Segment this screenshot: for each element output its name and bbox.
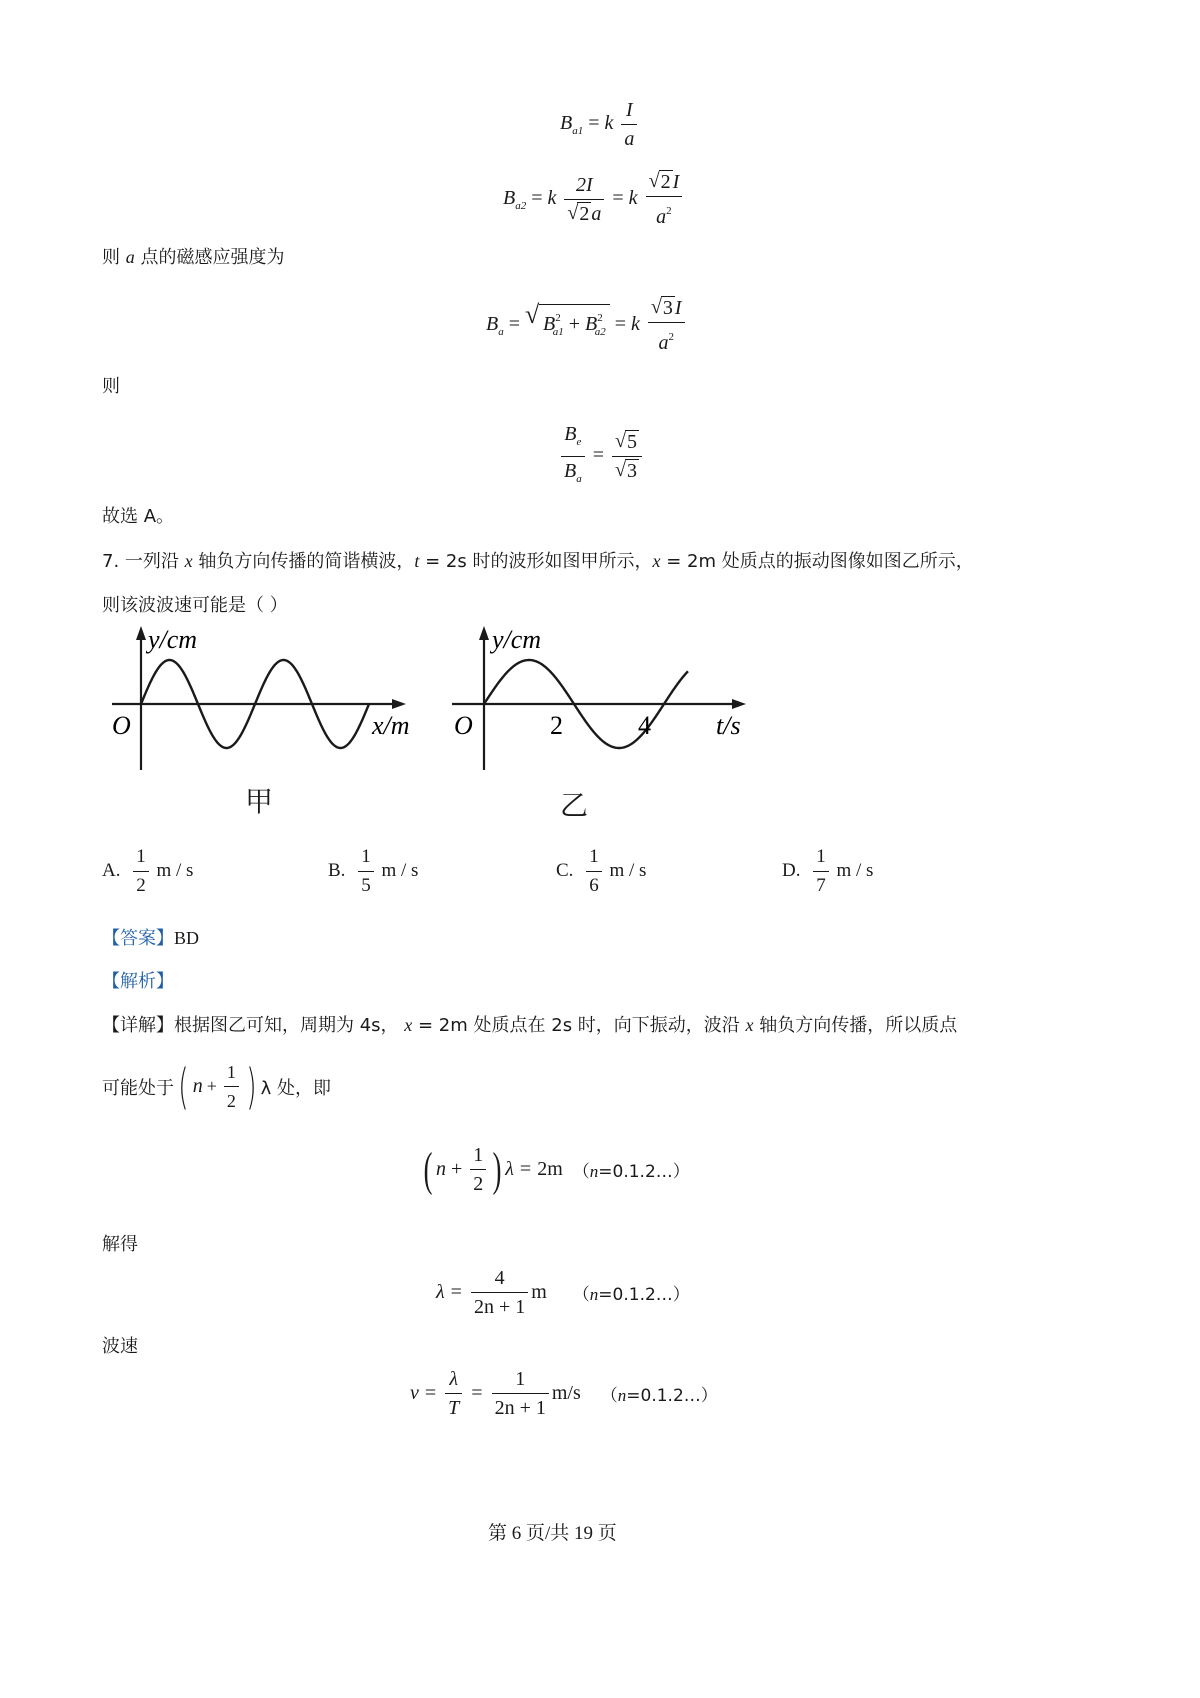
question-7-line1: 7. 一列沿 x 轴负方向传播的简谐横波，t = 2s 时的波形如图甲所示，x = 2m 处质点的振动图像如图乙所示， bbox=[102, 551, 974, 572]
text-choose-a: 故选 A。 bbox=[102, 506, 175, 527]
jia-xlabel: x/m bbox=[372, 711, 410, 740]
question-7-line2: 则该波波速可能是（ ） bbox=[102, 595, 288, 616]
text-wave-speed: 波速 bbox=[102, 1336, 138, 1357]
figure-yi bbox=[448, 620, 768, 820]
page-footer: 第 6 页/共 19 页 bbox=[488, 1523, 617, 1544]
jia-origin: O bbox=[112, 711, 131, 740]
analysis-tag: 【解析】 bbox=[102, 971, 174, 992]
jia-ylabel: y/cm bbox=[148, 625, 198, 654]
figure-yi-caption: 乙 bbox=[560, 789, 589, 822]
text-then-a: 则 a 点的磁感应强度为 bbox=[102, 247, 285, 268]
equation-ratio: $\frac{B_e}{B_a}$ = √ 5 √ 3 bbox=[558, 422, 645, 491]
yi-xlabel: t/s bbox=[716, 711, 741, 740]
yi-tick-4: 4 bbox=[638, 711, 651, 740]
text-solve: 解得 bbox=[102, 1234, 138, 1255]
option-d: D. $\frac{1}{7}$ m / s bbox=[782, 846, 874, 896]
equation-condition: ( n + $\frac{1}{2}$ ) λ = 2m （n=0.1.2…） bbox=[423, 1142, 690, 1196]
answer-line: 【答案】BD bbox=[102, 928, 200, 949]
equation-ba1: $B_{a1} = k$ $\frac{I}{a}$ bbox=[560, 98, 640, 151]
jia-y-arrow bbox=[136, 626, 146, 640]
option-c: C. $\frac{1}{6}$ m / s bbox=[556, 846, 647, 896]
figure-jia-caption: 甲 bbox=[245, 785, 274, 818]
yi-tick-2: 2 bbox=[550, 711, 563, 740]
yi-x-arrow bbox=[732, 699, 746, 709]
equation-ba: $B_a$ = √ $B^2_{a1} + B^2_{a2} = k$ √ 3 I $a^2$ bbox=[486, 296, 688, 355]
yi-y-arrow bbox=[479, 626, 489, 640]
equation-ba2: $B_{a2} = k$ 2I √ 2 a = k √ 2 I $a^2$ bbox=[503, 170, 685, 229]
yi-ylabel: y/cm bbox=[492, 625, 542, 654]
equation-v: v = $\frac{\lambda}{T}$ = $\frac{1}{2n + 1}$ m/s （n=0.1.2…） bbox=[410, 1368, 718, 1419]
detail-line1: 【详解】根据图乙可知，周期为 4s， x = 2m 处质点在 2s 时，向下振动，波沿 x 轴负方向传播，所以质点 bbox=[102, 1015, 958, 1036]
yi-origin: O bbox=[454, 711, 473, 740]
equation-lambda: λ = $\frac{4}{2n + 1}$ m （n=0.1.2…） bbox=[436, 1267, 690, 1318]
option-b: B. $\frac{1}{5}$ m / s bbox=[328, 846, 419, 896]
detail-line2: 可能处于 ( n + $\frac{1}{2}$ ) λ 处，即 bbox=[102, 1058, 331, 1115]
option-a: A. $\frac{1}{2}$ m / s bbox=[102, 846, 194, 896]
jia-x-arrow bbox=[392, 699, 406, 709]
text-then: 则 bbox=[102, 376, 120, 397]
